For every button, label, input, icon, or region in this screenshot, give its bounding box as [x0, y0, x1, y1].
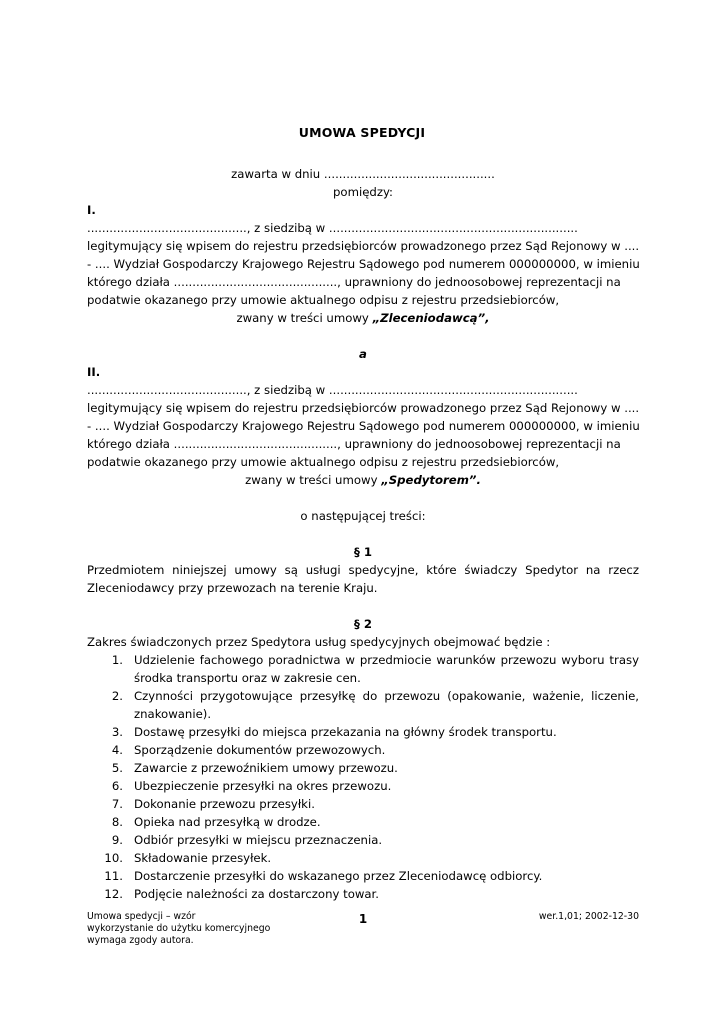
list-item: [87, 813, 639, 831]
party-1-role: „Zleceniodawcą”,: [372, 311, 490, 325]
list-item-text: Podjęcie należności za dostarczony towar.: [134, 887, 380, 901]
party-2-line-5: podatwie okazanego przy umowie aktualnego odpisu z rejestru przedsiebiorców,: [87, 455, 560, 469]
list-item: [87, 723, 639, 741]
list-item-number: 5.: [111, 761, 123, 775]
list-item-number: 12.: [104, 887, 123, 901]
between-line: pomiędzy:: [333, 185, 393, 199]
services-list: [87, 651, 639, 903]
document-title: UMOWA SPEDYCJI: [298, 125, 426, 140]
list-item-number: 11.: [104, 869, 123, 883]
party-1-named-prefix: zwany w treści umowy: [236, 311, 369, 325]
party-2-details: [87, 381, 639, 471]
party-2-line-3: - .... Wydział Gospodarczy Krajowego Rejestru Sądowego pod numerem 000000000, w imieniu: [87, 419, 640, 433]
concluded-on-line: zawarta w dniu ..............................................: [231, 167, 495, 181]
section-1-heading: § 1: [353, 545, 373, 559]
list-item-text: Zawarcie z przewoźnikiem umowy przewozu.: [134, 761, 398, 775]
list-item: [87, 651, 639, 687]
list-item: [87, 795, 639, 813]
list-item-number: 9.: [111, 833, 123, 847]
party-1-line-1: ..........................................., z siedzibą w ...................................................................: [87, 221, 578, 235]
footer-note-line-2: wykorzystanie do użytku komercyjnego: [87, 923, 271, 934]
list-item: [87, 741, 639, 759]
document-body: [87, 165, 639, 903]
list-item-number: 3.: [111, 725, 123, 739]
party-1-details: [87, 219, 639, 309]
list-item-text: Czynności przygotowujące przesyłkę do przewozu (opakowanie, ważenie, liczenie, znakowanie).: [134, 689, 639, 721]
footer-note-line-3: wymaga zgody autora.: [87, 935, 194, 946]
list-item-number: 2.: [111, 689, 123, 703]
party-2-line-2: legitymujący się wpisem do rejestru przedsiębiorców prowadzonego przez Sąd Rejonowy w ....: [87, 401, 640, 415]
list-item-text: Udzielenie fachowego poradnictwa w przedmiocie warunków przewozu wyboru trasy środka transportu oraz w zakresie cen.: [134, 653, 639, 685]
party-2-line-1: ..........................................., z siedzibą w ...................................................................: [87, 383, 578, 397]
list-item-number: 8.: [111, 815, 123, 829]
party-2-named-line: [87, 471, 639, 489]
list-item-text: Dostawę przesyłki do miejsca przekazania na główny środek transportu.: [134, 725, 557, 739]
party-1-line-4: którego działa ............................................, uprawniony do jednoosobowej reprezentacji na: [87, 275, 621, 289]
list-item-text: Sporządzenie dokumentów przewozowych.: [134, 743, 386, 757]
list-item: [87, 867, 639, 885]
list-item: [87, 885, 639, 903]
list-item-text: Ubezpieczenie przesyłki na okres przewozu.: [134, 779, 392, 793]
party-2-heading: II.: [87, 365, 101, 379]
page-footer: [87, 911, 639, 956]
list-item: [87, 777, 639, 795]
party-1-line-2: legitymujący się wpisem do rejestru przedsiębiorców prowadzonego przez Sąd Rejonowy w ....: [87, 239, 640, 253]
list-item-number: 7.: [111, 797, 123, 811]
list-item-text: Składowanie przesyłek.: [134, 851, 272, 865]
party-1-heading: I.: [87, 203, 96, 217]
list-item-number: 4.: [111, 743, 123, 757]
footer-note-line-1: Umowa spedycji – wzór: [87, 911, 196, 922]
party-2-line-4: którego działa ............................................, uprawniony do jednoosobowej reprezentacji na: [87, 437, 621, 451]
list-item-number: 10.: [104, 851, 123, 865]
party-1-line-5: podatwie okazanego przy umowie aktualnego odpisu z rejestru przedsiebiorców,: [87, 293, 560, 307]
list-item: [87, 849, 639, 867]
party-1-line-3: - .... Wydział Gospodarczy Krajowego Rejestru Sądowego pod numerem 000000000, w imieniu: [87, 257, 640, 271]
list-item-text: Opieka nad przesyłką w drodze.: [134, 815, 321, 829]
list-item-text: Dokonanie przewozu przesyłki.: [134, 797, 315, 811]
list-item-text: Odbiór przesyłki w miejscu przeznaczenia.: [134, 833, 383, 847]
list-item-text: Dostarczenie przesyłki do wskazanego przez Zleceniodawcę odbiorcy.: [134, 869, 543, 883]
list-item-number: 6.: [111, 779, 123, 793]
list-item: [87, 687, 639, 723]
page-number: 1: [358, 912, 368, 926]
version-label: wer.1,01; 2002-12-30: [538, 911, 639, 922]
section-1-text: Przedmiotem niniejszej umowy są usługi spedycyjne, które świadczy Spedytor na rzecz Zleceniodawcy przy przewozach na terenie Kraju.: [87, 563, 639, 595]
party-2-named-prefix: zwany w treści umowy: [245, 473, 378, 487]
party-1-named-line: [87, 309, 639, 327]
and-separator: a: [359, 347, 367, 361]
party-2-role: „Spedytorem”.: [381, 473, 481, 487]
following-content-line: o następującej treści:: [300, 509, 426, 523]
list-item: [87, 831, 639, 849]
list-item: [87, 759, 639, 777]
list-item-number: 1.: [111, 653, 123, 667]
section-2-heading: § 2: [353, 617, 373, 631]
section-2-lead: Zakres świadczonych przez Spedytora usług spedycyjnych obejmować będzie :: [87, 635, 551, 649]
